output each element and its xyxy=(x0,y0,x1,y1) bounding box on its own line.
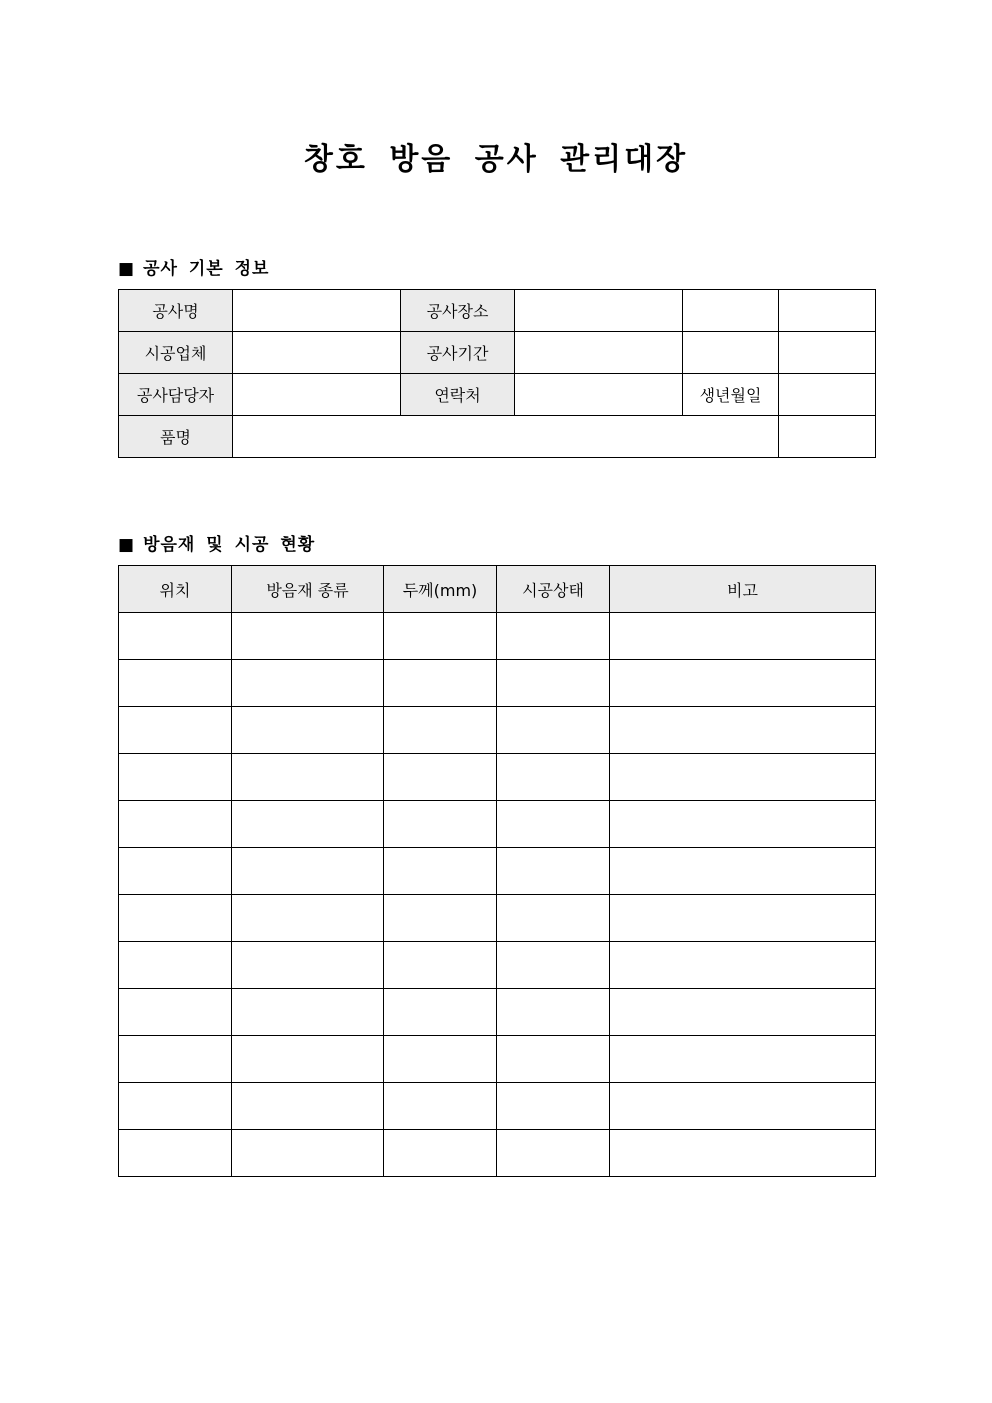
remarks-cell[interactable] xyxy=(610,942,876,989)
construction-status-cell[interactable] xyxy=(497,1130,610,1177)
site-label: 공사장소 xyxy=(401,290,515,332)
remarks-cell[interactable] xyxy=(610,613,876,660)
contractor-field[interactable] xyxy=(233,332,401,374)
basic-info-table xyxy=(118,289,876,458)
thickness-cell[interactable] xyxy=(384,1036,497,1083)
construction-status-cell[interactable] xyxy=(497,1036,610,1083)
table-row xyxy=(119,332,876,374)
construction-status-cell[interactable] xyxy=(497,707,610,754)
project-name-label: 공사명 xyxy=(119,290,233,332)
material-type-cell[interactable] xyxy=(232,754,384,801)
blank-cell[interactable] xyxy=(683,290,779,332)
material-type-cell[interactable] xyxy=(232,942,384,989)
table-header-row xyxy=(119,566,876,613)
material-type-cell[interactable] xyxy=(232,895,384,942)
thickness-cell[interactable] xyxy=(384,754,497,801)
column-header-remarks: 비고 xyxy=(610,566,876,613)
page-title: 창호 방음 공사 관리대장 xyxy=(303,142,689,177)
material-type-cell[interactable] xyxy=(232,1083,384,1130)
material-status-table xyxy=(118,565,876,1177)
remarks-cell[interactable] xyxy=(610,754,876,801)
construction-status-cell[interactable] xyxy=(497,942,610,989)
table-row xyxy=(119,989,876,1036)
column-header-location: 위치 xyxy=(119,566,232,613)
table-row xyxy=(119,801,876,848)
table-row xyxy=(119,290,876,332)
site-field[interactable] xyxy=(515,290,683,332)
material-type-cell[interactable] xyxy=(232,848,384,895)
thickness-cell[interactable] xyxy=(384,613,497,660)
project-name-field[interactable] xyxy=(233,290,401,332)
location-cell[interactable] xyxy=(119,848,232,895)
period-label: 공사기간 xyxy=(401,332,515,374)
remarks-cell[interactable] xyxy=(610,848,876,895)
birthdate-label: 생년월일 xyxy=(683,374,779,416)
construction-status-cell[interactable] xyxy=(497,848,610,895)
thickness-cell[interactable] xyxy=(384,848,497,895)
thickness-cell[interactable] xyxy=(384,707,497,754)
remarks-cell[interactable] xyxy=(610,660,876,707)
material-type-cell[interactable] xyxy=(232,801,384,848)
column-header-construction-status: 시공상태 xyxy=(497,566,610,613)
column-header-thickness: 두께(mm) xyxy=(384,566,497,613)
section-heading-material-status xyxy=(118,530,315,555)
table-row xyxy=(119,707,876,754)
table-row xyxy=(119,1036,876,1083)
construction-status-cell[interactable] xyxy=(497,613,610,660)
item-field[interactable] xyxy=(233,416,779,458)
blank-cell[interactable] xyxy=(683,332,779,374)
table-row xyxy=(119,895,876,942)
remarks-cell[interactable] xyxy=(610,707,876,754)
contact-label: 연락처 xyxy=(401,374,515,416)
thickness-cell[interactable] xyxy=(384,942,497,989)
material-type-cell[interactable] xyxy=(232,1130,384,1177)
construction-status-cell[interactable] xyxy=(497,1083,610,1130)
section-heading-text: 공사 기본 정보 xyxy=(143,259,270,279)
birthdate-field[interactable] xyxy=(779,374,876,416)
thickness-cell[interactable] xyxy=(384,801,497,848)
location-cell[interactable] xyxy=(119,1083,232,1130)
remarks-cell[interactable] xyxy=(610,1036,876,1083)
status-table-body xyxy=(119,613,876,1177)
table-row xyxy=(119,1083,876,1130)
section-heading-text: 방음재 및 시공 현황 xyxy=(143,535,316,555)
material-type-cell[interactable] xyxy=(232,660,384,707)
table-row xyxy=(119,1130,876,1177)
remarks-cell[interactable] xyxy=(610,989,876,1036)
location-cell[interactable] xyxy=(119,989,232,1036)
blank-cell[interactable] xyxy=(779,332,876,374)
material-type-cell[interactable] xyxy=(232,1036,384,1083)
thickness-cell[interactable] xyxy=(384,895,497,942)
material-type-cell[interactable] xyxy=(232,707,384,754)
remarks-cell[interactable] xyxy=(610,1130,876,1177)
table-row xyxy=(119,754,876,801)
item-label: 품명 xyxy=(119,416,233,458)
table-row xyxy=(119,613,876,660)
location-cell[interactable] xyxy=(119,895,232,942)
remarks-cell[interactable] xyxy=(610,1083,876,1130)
table-row xyxy=(119,660,876,707)
location-cell[interactable] xyxy=(119,613,232,660)
period-field[interactable] xyxy=(515,332,683,374)
construction-status-cell[interactable] xyxy=(497,801,610,848)
construction-status-cell[interactable] xyxy=(497,754,610,801)
blank-cell[interactable] xyxy=(779,290,876,332)
table-row xyxy=(119,374,876,416)
location-cell[interactable] xyxy=(119,754,232,801)
section-heading-basic-info xyxy=(118,254,269,279)
thickness-cell[interactable] xyxy=(384,1130,497,1177)
construction-status-cell[interactable] xyxy=(497,989,610,1036)
material-type-cell[interactable] xyxy=(232,613,384,660)
location-cell[interactable] xyxy=(119,1130,232,1177)
location-cell[interactable] xyxy=(119,1036,232,1083)
location-cell[interactable] xyxy=(119,660,232,707)
contact-field[interactable] xyxy=(515,374,683,416)
thickness-cell[interactable] xyxy=(384,660,497,707)
blank-cell[interactable] xyxy=(779,416,876,458)
square-bullet-icon: ■ xyxy=(118,259,136,279)
construction-status-cell[interactable] xyxy=(497,895,610,942)
table-row xyxy=(119,416,876,458)
location-cell[interactable] xyxy=(119,801,232,848)
thickness-cell[interactable] xyxy=(384,1083,497,1130)
location-cell[interactable] xyxy=(119,942,232,989)
location-cell[interactable] xyxy=(119,707,232,754)
material-type-cell[interactable] xyxy=(232,989,384,1036)
square-bullet-icon: ■ xyxy=(118,535,136,555)
manager-field[interactable] xyxy=(233,374,401,416)
thickness-cell[interactable] xyxy=(384,989,497,1036)
contractor-label: 시공업체 xyxy=(119,332,233,374)
column-header-material-type: 방음재 종류 xyxy=(232,566,384,613)
table-row xyxy=(119,942,876,989)
table-row xyxy=(119,848,876,895)
remarks-cell[interactable] xyxy=(610,801,876,848)
manager-label: 공사담당자 xyxy=(119,374,233,416)
remarks-cell[interactable] xyxy=(610,895,876,942)
construction-status-cell[interactable] xyxy=(497,660,610,707)
